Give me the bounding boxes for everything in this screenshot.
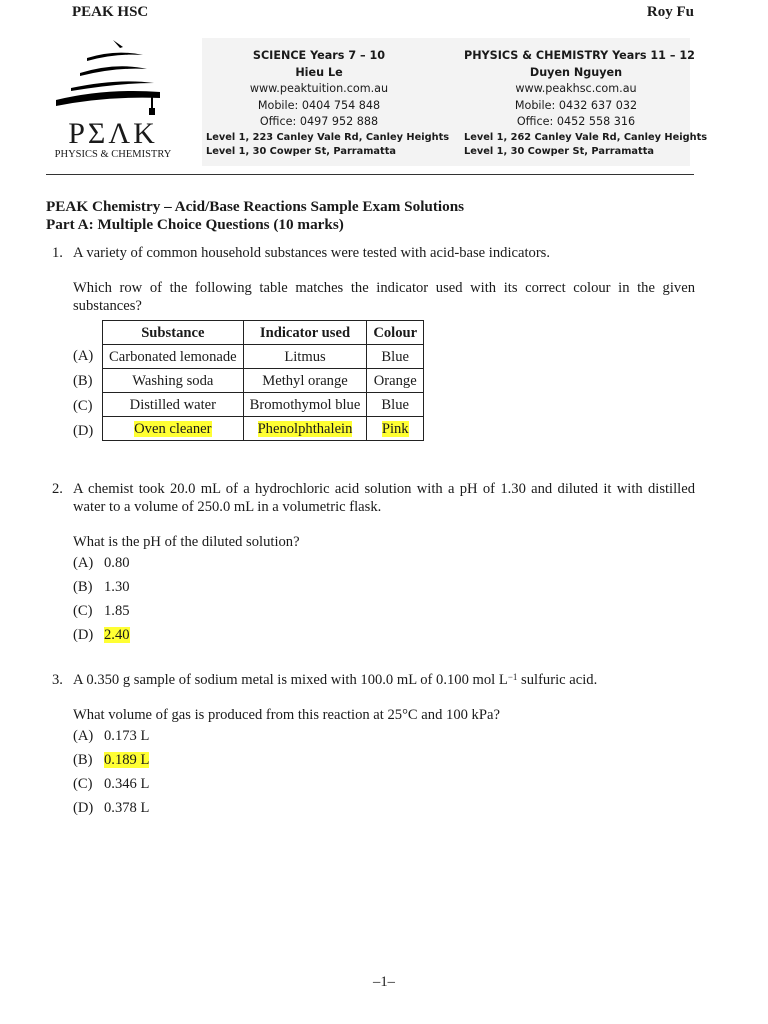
row-label: (D)	[73, 423, 94, 439]
option-label: (C)	[73, 603, 93, 619]
option-label: (B)	[73, 579, 93, 595]
highlighted-answer: Pink	[381, 420, 409, 437]
science-mobile: Mobile: 0404 754 848	[257, 98, 381, 112]
science-contact	[206, 48, 450, 159]
document-title	[46, 198, 464, 234]
question-intro	[73, 671, 695, 689]
running-header	[72, 4, 694, 22]
question-prompt: Which row of the following table matches the indicator used with its correct colour in the given substances?	[73, 280, 695, 314]
option-text: 0.346 L	[104, 776, 150, 792]
row-label: (A)	[73, 348, 94, 364]
option-label: (D)	[73, 800, 94, 816]
table-row	[103, 393, 424, 417]
physchem-address-2: Level 1, 30 Cowper St, Parramatta	[464, 145, 655, 157]
answer-option-correct	[73, 623, 695, 647]
answer-option	[73, 772, 695, 796]
physchem-office: Office: 0452 558 316	[516, 115, 636, 128]
highlighted-answer: 0.189 L	[104, 752, 150, 768]
option-text: 0.80	[104, 555, 130, 571]
option-text: 0.173 L	[104, 728, 150, 744]
question-intro: A chemist took 20.0 mL of a hydrochloric acid solution with a pH of 1.30 and diluted it with distilled water to a volume of 250.0 mL in a volumetric flask.	[73, 481, 695, 515]
header-right: Roy Fu	[646, 4, 694, 20]
physchem-heading: PHYSICS & CHEMISTRY Years 11 – 12	[464, 49, 695, 62]
table-row-answer	[103, 417, 424, 441]
peak-logo	[46, 38, 180, 164]
table-cell: Litmus	[243, 345, 367, 369]
physchem-name: Duyen Nguyen	[529, 65, 623, 79]
answer-option	[73, 599, 695, 623]
science-address-2: Level 1, 30 Cowper St, Parramatta	[206, 145, 397, 157]
option-text: 1.85	[104, 603, 130, 619]
option-label: (B)	[73, 752, 93, 768]
table-cell: Distilled water	[103, 393, 244, 417]
table-cell: Washing soda	[103, 369, 244, 393]
answer-option	[73, 796, 695, 820]
row-label: (C)	[73, 398, 93, 414]
option-label: (C)	[73, 776, 93, 792]
table-cell	[243, 417, 367, 441]
option-label: (A)	[73, 728, 94, 744]
answer-option	[73, 724, 695, 748]
table-row-labels	[73, 344, 101, 444]
highlighted-answer: 2.40	[104, 627, 130, 643]
table-cell	[103, 417, 244, 441]
table-header-row	[103, 321, 424, 345]
table-cell: Bromothymol blue	[243, 393, 367, 417]
physchem-address-1: Level 1, 262 Canley Vale Rd, Canley Heights	[464, 131, 708, 143]
option-text: 1.30	[104, 579, 130, 595]
table-row	[103, 345, 424, 369]
title-line-1: PEAK Chemistry – Acid/Base Reactions Sample Exam Solutions	[46, 198, 465, 215]
indicator-table	[102, 320, 424, 441]
option-text: 0.378 L	[104, 800, 150, 816]
title-line-2: Part A: Multiple Choice Questions (10 marks)	[46, 216, 344, 233]
table-cell: Blue	[367, 393, 424, 417]
question-number: 2.	[52, 481, 63, 497]
question-number: 1.	[52, 245, 63, 261]
page-number: –1–	[373, 974, 395, 990]
col-header-indicator: Indicator used	[243, 321, 367, 345]
header-left: PEAK HSC	[72, 4, 149, 20]
table-row	[103, 369, 424, 393]
answer-option	[73, 575, 695, 599]
question-body	[73, 671, 695, 820]
table-cell: Orange	[367, 369, 424, 393]
physchem-contact	[464, 48, 708, 159]
table-cell	[367, 417, 424, 441]
question-number: 3.	[52, 672, 63, 688]
science-name: Hieu Le	[295, 65, 343, 79]
contact-panel	[202, 38, 708, 166]
question-body	[73, 480, 695, 647]
intro-text-end: sulfuric acid.	[517, 672, 598, 688]
question-prompt: What volume of gas is produced from this reaction at 25°C and 100 kPa?	[73, 707, 500, 723]
question-body	[73, 244, 695, 315]
mortarboard-icon	[56, 38, 166, 118]
logo-wordmark: PΣΛK	[68, 117, 158, 150]
physchem-website: www.peakhsc.com.au	[515, 82, 637, 95]
science-website: www.peaktuition.com.au	[249, 82, 389, 95]
physchem-mobile: Mobile: 0432 637 032	[514, 98, 638, 112]
row-label: (B)	[73, 373, 93, 389]
highlighted-answer: Oven cleaner	[134, 420, 212, 437]
exponent: −1	[507, 672, 518, 682]
question-prompt: What is the pH of the diluted solution?	[73, 534, 300, 550]
option-label: (D)	[73, 627, 94, 643]
answer-option-correct	[73, 748, 695, 772]
letterhead	[46, 38, 708, 166]
answer-option	[73, 551, 695, 575]
table-cell: Blue	[367, 345, 424, 369]
intro-text: A 0.350 g sample of sodium metal is mixed with 100.0 mL of 0.100 mol L	[73, 672, 508, 688]
option-label: (A)	[73, 555, 94, 571]
science-address-1: Level 1, 223 Canley Vale Rd, Canley Heights	[206, 131, 450, 143]
table-cell: Methyl orange	[243, 369, 367, 393]
highlighted-answer: Phenolphthalein	[257, 420, 353, 437]
question-intro: A variety of common household substances were tested with acid-base indicators.	[73, 245, 551, 261]
science-heading: SCIENCE Years 7 – 10	[252, 49, 386, 62]
logo-tagline: PHYSICS & CHEMISTRY	[54, 149, 172, 160]
col-header-substance: Substance	[103, 321, 244, 345]
table-cell: Carbonated lemonade	[103, 345, 244, 369]
science-office: Office: 0497 952 888	[259, 115, 379, 128]
header-divider	[46, 174, 694, 175]
col-header-colour: Colour	[367, 321, 424, 345]
